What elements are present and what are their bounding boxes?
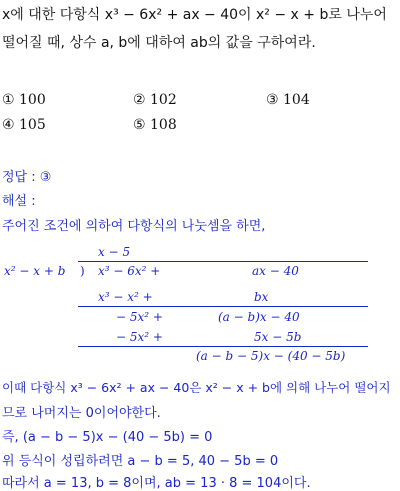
choice-5[interactable] xyxy=(133,117,177,133)
choice-2[interactable] xyxy=(133,92,177,108)
division-row3-left: − 5x² + xyxy=(116,330,163,344)
choice-5-number: ⑤ xyxy=(133,117,146,133)
choice-4-value: 105 xyxy=(19,117,46,133)
division-row1-left: x³ − x² + xyxy=(98,290,153,304)
choice-3-value: 104 xyxy=(283,92,310,108)
solution-line-3: 즉, (a − b − 5)x − (40 − 5b) = 0 xyxy=(2,430,213,445)
solution-line-4: 위 등식이 성립하려면 a − b = 5, 40 − 5b = 0 xyxy=(2,454,279,469)
division-row1-right: bx xyxy=(254,290,269,304)
choice-2-number: ② xyxy=(133,92,146,108)
division-top-line xyxy=(78,261,368,262)
choice-1-value: 100 xyxy=(19,92,46,108)
choice-3[interactable] xyxy=(266,92,310,108)
question-line-2: 떨어질 때, 상수 a, b에 대하여 ab의 값을 구하여라. xyxy=(2,35,316,51)
division-dividend-left: x³ − 6x² + xyxy=(98,264,161,278)
choice-5-value: 108 xyxy=(150,117,177,133)
solution-line-1: 이때 다항식 x³ − 6x² + ax − 40은 x² − x + b에 의해 나누어 떨어지 xyxy=(2,380,391,395)
answer-label: 정답 : ③ xyxy=(2,170,52,185)
question-line-1: x에 대한 다항식 x³ − 6x² + ax − 40이 x² − x + b로 나누어 xyxy=(2,7,387,23)
division-quotient: x − 5 xyxy=(98,245,131,259)
division-remainder: (a − b − 5)x − (40 − 5b) xyxy=(196,349,346,363)
choice-4-number: ④ xyxy=(2,117,15,133)
choice-3-number: ③ xyxy=(266,92,279,108)
choice-4[interactable] xyxy=(2,117,46,133)
division-row3-right: 5x − 5b xyxy=(254,330,302,344)
division-row2-right: (a − b)x − 40 xyxy=(218,310,300,324)
division-line-2 xyxy=(78,306,368,307)
division-row2-left: − 5x² + xyxy=(116,310,163,324)
division-dividend-right: ax − 40 xyxy=(252,264,299,278)
division-divisor: x² − x + b xyxy=(4,264,66,278)
choice-1[interactable] xyxy=(2,92,46,108)
solution-line-5: 따라서 a = 13, b = 8이며, ab = 13 · 8 = 104이다. xyxy=(2,476,311,491)
solution-line-2: 므로 나머지는 0이어야한다. xyxy=(2,406,161,421)
division-line-3 xyxy=(78,346,368,347)
choice-2-value: 102 xyxy=(150,92,177,108)
explanation-intro: 주어진 조건에 의하여 다항식의 나눗셈을 하면, xyxy=(2,219,266,234)
choice-1-number: ① xyxy=(2,92,15,108)
explanation-label: 해설 : xyxy=(2,194,36,209)
division-bracket: ) xyxy=(80,264,85,278)
